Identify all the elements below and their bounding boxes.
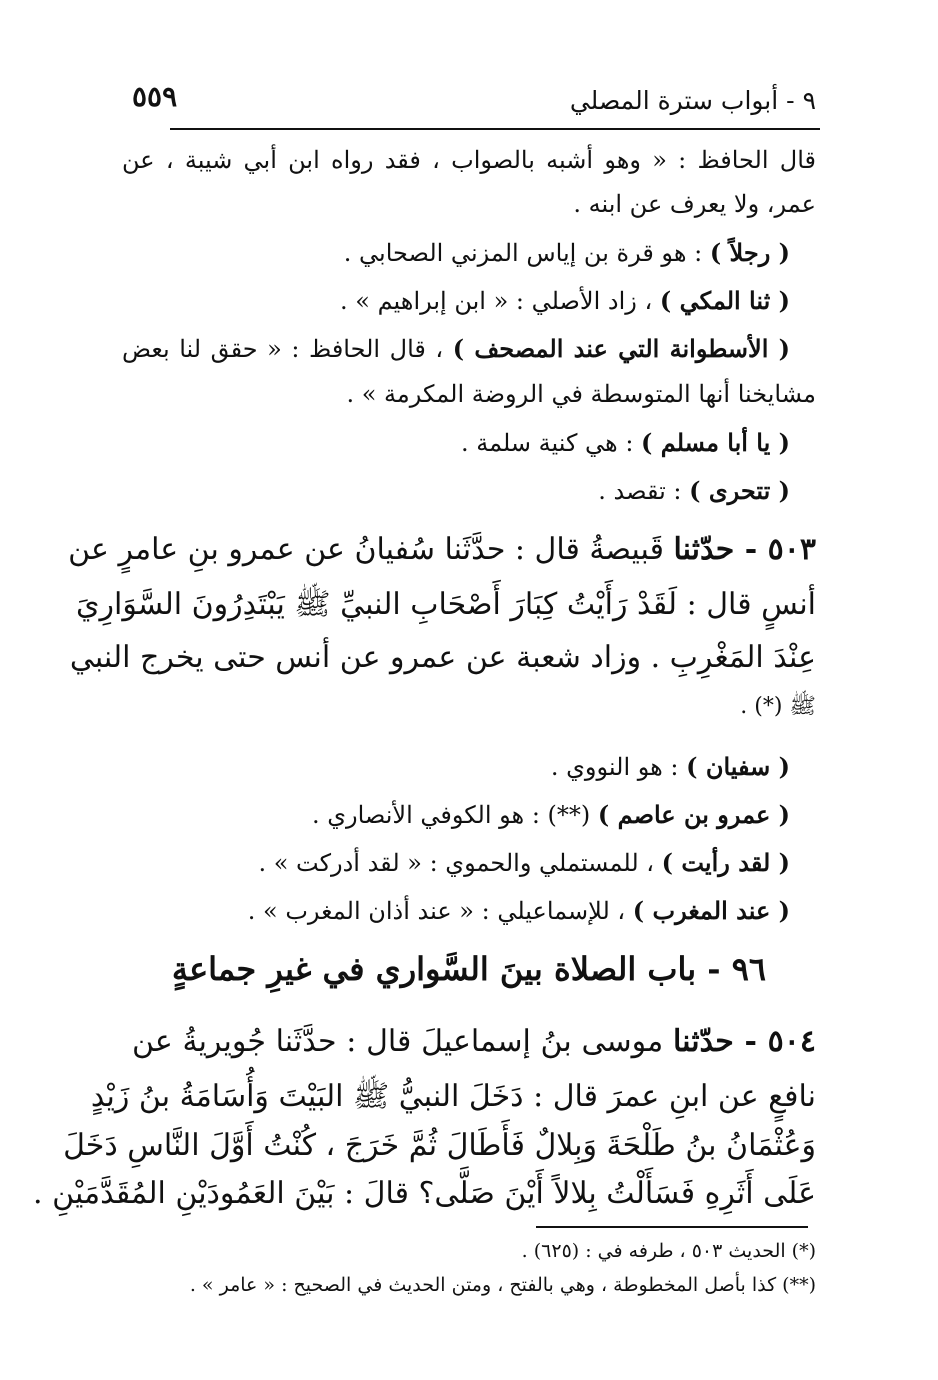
- term-label: ( عند المغرب ): [632, 896, 790, 925]
- commentary-line: [122, 334, 790, 363]
- hadith-504-line: ٥٠٤ - حدّثنا موسى بنُ إسماعيلَ قال : حدَّثَنا جُويريةُ عن: [132, 1024, 816, 1059]
- footnote: (**) كذا بأصل المخطوطة ، وهي بالفتح ، ومتن الحديث في الصحيح : « عامر » .: [189, 1274, 816, 1296]
- hadith-503-line: ٥٠٣ - حدّثنا قَبيصةُ قال : حدَّثَنا سُفيانُ عن عمرو بنِ عامرٍ عن: [68, 532, 816, 567]
- term-explanation: : هو النووي .: [550, 753, 687, 781]
- chapter-heading: ٩٦ - باب الصلاة بينَ السَّواري في غيرِ جماعةٍ: [171, 950, 767, 988]
- term-label: ( سفيان ): [686, 752, 790, 781]
- commentary-line: مشايخنا أنها المتوسطة في الروضة المكرمة » .: [346, 380, 816, 408]
- running-header-title: ٩ - أبواب سترة المصلي: [569, 86, 816, 115]
- footnote-rule: [536, 1226, 808, 1228]
- term-explanation: : هي كنية سلمة .: [460, 429, 642, 457]
- hadith-number: ٥٠٤ - حدّثنا: [673, 1024, 816, 1059]
- hadith-504-line: عَلَى أَثَرِهِ فَسَأَلْتُ بِلالاً أَيْنَ صَلَّى؟ قالَ : بَيْنَ العَمُودَيْنِ المُقَدَّمَيْنِ .: [33, 1176, 816, 1211]
- footnote: (*) الحديث ٥٠٣ ، طرفه في : (٦٢٥) .: [521, 1240, 816, 1262]
- commentary-line: [248, 896, 790, 925]
- commentary-line: [598, 476, 790, 505]
- term-explanation: ، قال الحافظ : « حقق لنا بعض: [122, 335, 453, 363]
- term-label: ( الأسطوانة التي عند المصحف ): [452, 334, 791, 363]
- commentary-line: [340, 286, 790, 315]
- term-label: ( يا أبا مسلم ): [641, 428, 790, 457]
- term-label: ( لقد رأيت ): [661, 848, 790, 877]
- commentary-line: [551, 752, 790, 781]
- header-rule: [170, 128, 820, 130]
- hadith-503-line: أنسٍ قال : لَقَدْ رَأَيْتُ كِبَارَ أَصْحَابِ النبيِّ ﷺ يَبْتَدِرُونَ السَّوَارِيَ: [76, 587, 816, 622]
- page-number: ٥٥٩: [132, 80, 178, 113]
- hadith-503-line: عِنْدَ المَغْرِبِ . وزاد شعبة عن عمرو عن أنس حتى يخرج النبي: [69, 640, 816, 675]
- term-explanation: ، للمستملي والحموي : « لقد أدركت » .: [258, 849, 662, 877]
- commentary-line: [344, 238, 790, 267]
- term-label: ( تتحرى ): [689, 476, 790, 505]
- term-label: ( ثنا المكي ): [659, 286, 790, 315]
- hadith-number: ٥٠٣ - حدّثنا: [673, 532, 816, 567]
- term-explanation: ، للإسماعيلي : « عند أذان المغرب » .: [247, 897, 633, 925]
- hadith-504-line: نافعٍ عن ابنِ عمرَ قال : دَخَلَ النبيُّ ﷺ البَيْتَ وَأُسَامَةُ بنُ زَيْدٍ: [90, 1079, 816, 1114]
- term-explanation: ، زاد الأصلي : « ابن إبراهيم » .: [340, 287, 660, 315]
- term-label: ( عمرو بن عاصم ): [597, 800, 790, 829]
- commentary-line: [258, 848, 790, 877]
- commentary-line: [461, 428, 790, 457]
- term-label: ( رجلاً ): [709, 238, 790, 267]
- commentary-line: [312, 800, 790, 829]
- term-explanation: : هو قرة بن إياس المزني الصحابي .: [343, 239, 710, 267]
- commentary-line: قال الحافظ : « وهو أشبه بالصواب ، فقد رواه ابن أبي شيبة ، عن: [122, 146, 816, 174]
- hadith-504-line: وَعُثْمَانُ بنُ طَلْحَةَ وَبِلالٌ فَأَطَالَ ثُمَّ خَرَجَ ، كُنْتُ أَوَّلَ النَّاسِ دَخَلَ: [63, 1128, 816, 1163]
- term-explanation: : تقصد .: [598, 477, 690, 505]
- term-explanation: (**) : هو الكوفي الأنصاري .: [311, 801, 598, 829]
- hadith-503-line: ﷺ (*) .: [740, 694, 816, 719]
- commentary-line: عمر، ولا يعرف عن ابنه .: [573, 190, 816, 218]
